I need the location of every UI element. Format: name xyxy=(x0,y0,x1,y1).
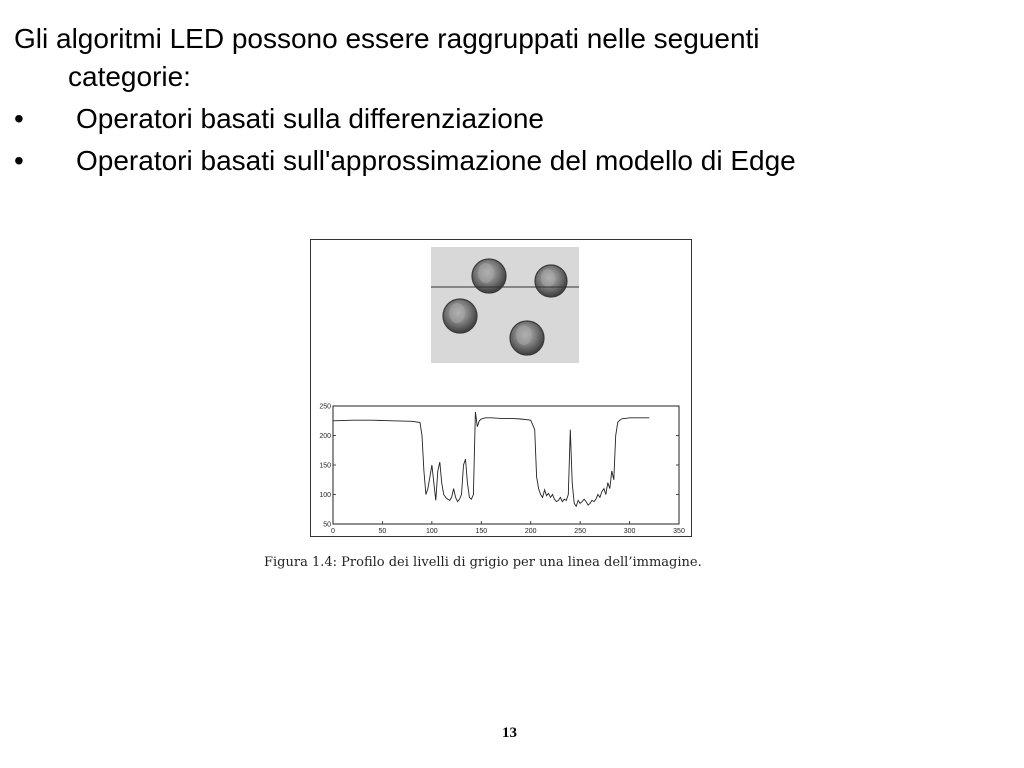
x-tick-label: 250 xyxy=(574,528,586,535)
coin xyxy=(443,299,477,333)
plot-frame xyxy=(333,406,679,524)
y-tick-label: 50 xyxy=(323,521,331,529)
intro-text xyxy=(14,20,994,96)
x-tick-label: 0 xyxy=(331,528,335,535)
profile-chart xyxy=(319,404,685,536)
coin xyxy=(510,321,544,355)
figure-caption: Figura 1.4: Profilo dei livelli di grigio per una linea dell’immagine. xyxy=(264,555,702,570)
y-tick-label: 150 xyxy=(319,462,331,470)
bullet-text: Operatori basati sulla differenziazione xyxy=(76,103,544,134)
bullet-symbol: • xyxy=(14,103,24,134)
x-tick-label: 200 xyxy=(524,528,537,535)
figure-svg xyxy=(311,240,691,536)
bullet-item-approssimazione xyxy=(14,142,796,180)
bullet-item-differenziazione xyxy=(14,100,544,138)
x-tick-label: 100 xyxy=(426,528,438,535)
intro-line-2: categorie: xyxy=(68,61,191,92)
page-number: 13 xyxy=(502,725,517,741)
coin xyxy=(535,265,567,297)
y-tick-label: 250 xyxy=(319,403,331,411)
y-tick-label: 200 xyxy=(319,433,331,440)
x-tick-label: 50 xyxy=(378,528,387,535)
x-tick-label: 150 xyxy=(475,528,488,535)
coins-photo xyxy=(431,247,579,363)
y-tick-label: 100 xyxy=(319,492,331,499)
x-tick-label: 300 xyxy=(623,528,636,535)
bullet-text: Operatori basati sull'approssimazione del modello di Edge xyxy=(76,145,796,176)
x-axis xyxy=(331,521,685,535)
intro-line-1: Gli algoritmi LED possono essere raggruppati nelle seguenti xyxy=(14,23,760,54)
y-axis xyxy=(319,404,679,529)
bullet-symbol: • xyxy=(14,145,24,176)
series-line xyxy=(333,412,649,506)
coin xyxy=(472,259,506,293)
figure-frame xyxy=(310,239,692,537)
x-tick-label: 350 xyxy=(673,528,685,535)
